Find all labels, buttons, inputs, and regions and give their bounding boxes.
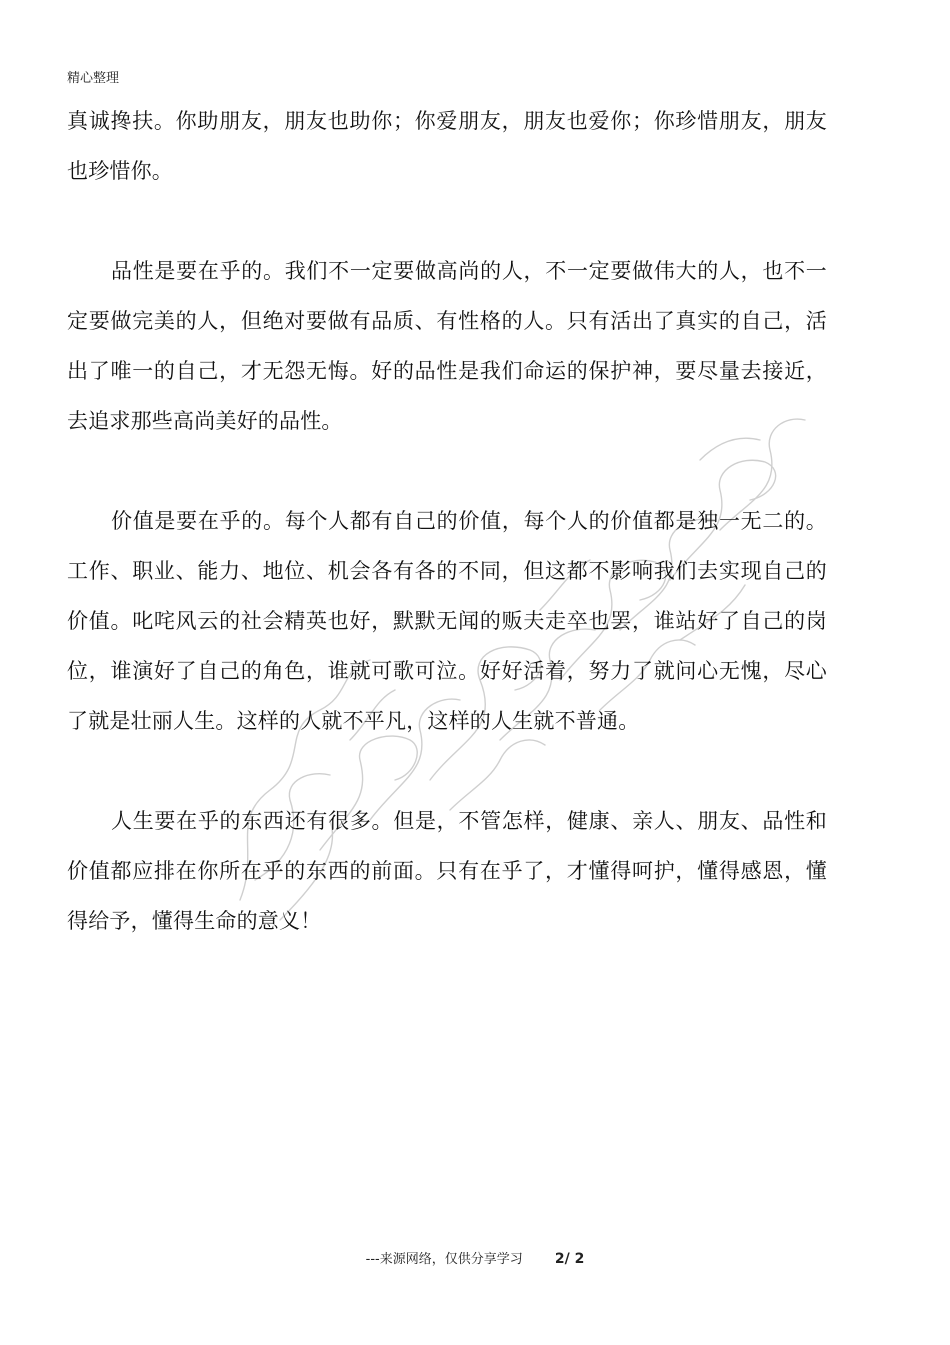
paragraph-character: 品性是要在乎的。我们不一定要做高尚的人，不一定要做伟大的人，也不一定要做完美的人，但绝对要做有品质、有性格的人。只有活出了真实的自己，活出了唯一的自己，才无怨无悔。好的品性是我们命运的保护神，要尽量去接近，去追求那些高尚美好的品性。	[67, 259, 827, 433]
page-number: 2/ 2	[554, 1251, 585, 1267]
paragraph-friends-end: 真诚搀扶。你助朋友，朋友也助你；你爱朋友，朋友也爱你；你珍惜朋友，朋友也珍惜你。	[67, 109, 827, 183]
article-body	[67, 96, 827, 946]
page-footer	[0, 1250, 950, 1269]
paragraph-conclusion: 人生要在乎的东西还有很多。但是，不管怎样，健康、亲人、朋友、品性和价值都应排在你所在乎的东西的前面。只有在乎了，才懂得呵护，懂得感恩，懂得给予，懂得生命的意义！	[67, 809, 827, 933]
page-header-label: 精心整理	[67, 71, 120, 86]
footer-source-text: ---来源网络，仅供分享学习	[365, 1252, 523, 1267]
paragraph-value: 价值是要在乎的。每个人都有自己的价值，每个人的价值都是独一无二的。工作、职业、能力、地位、机会各有各的不同，但这都不影响我们去实现自己的价值。叱咤风云的社会精英也好，默默无闻的贩夫走卒也罢，谁站好了自己的岗位，谁演好了自己的角色，谁就可歌可泣。好好活着，努力了就问心无愧，尽心了就是壮丽人生。这样的人就不平凡，这样的人生就不普通。	[67, 509, 827, 733]
